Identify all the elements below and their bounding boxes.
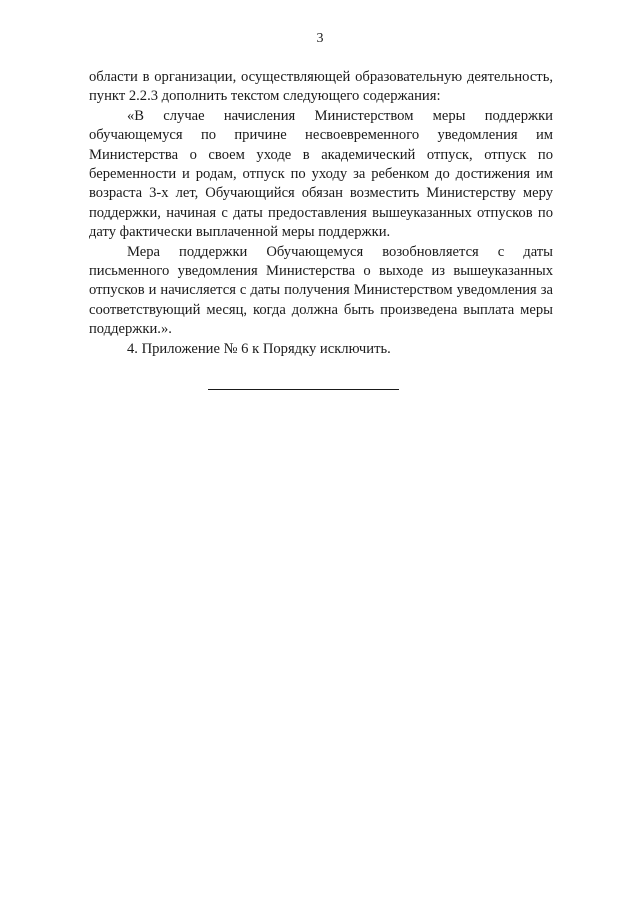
page-number: 3 bbox=[316, 31, 324, 46]
paragraph-continuation: области в организации, осуществляющей образовательную деятельность, пункт 2.2.3 дополнить текстом следующего содержания: bbox=[89, 69, 553, 105]
paragraph-quoted-text: «В случае начисления Министерством меры поддержки обучающемуся по причине несвоевременного уведомления им Министерства о своем уходе в академический отпуск, отпуск по беременности и родам, отпуск по уходу за ребенком до достижения им возраста 3-х лет, Обучающийся обязан возместить Министерству меру поддержки, начиная с даты предоставления вышеуказанных отпусков по дату фактически выплаченной меры поддержки. bbox=[89, 107, 553, 241]
paragraph-item-4: 4. Приложение № 6 к Порядку исключить. bbox=[127, 340, 391, 357]
end-separator-line bbox=[208, 389, 399, 390]
document-body bbox=[89, 68, 553, 359]
paragraph-support-resumption: Мера поддержки Обучающемуся возобновляется с даты письменного уведомления Министерства о выходе из вышеуказанных отпусков и начисляется с даты получения Министерством уведомления за соответствующий месяц, когда должна быть произведена выплата меры поддержки.». bbox=[89, 243, 553, 338]
